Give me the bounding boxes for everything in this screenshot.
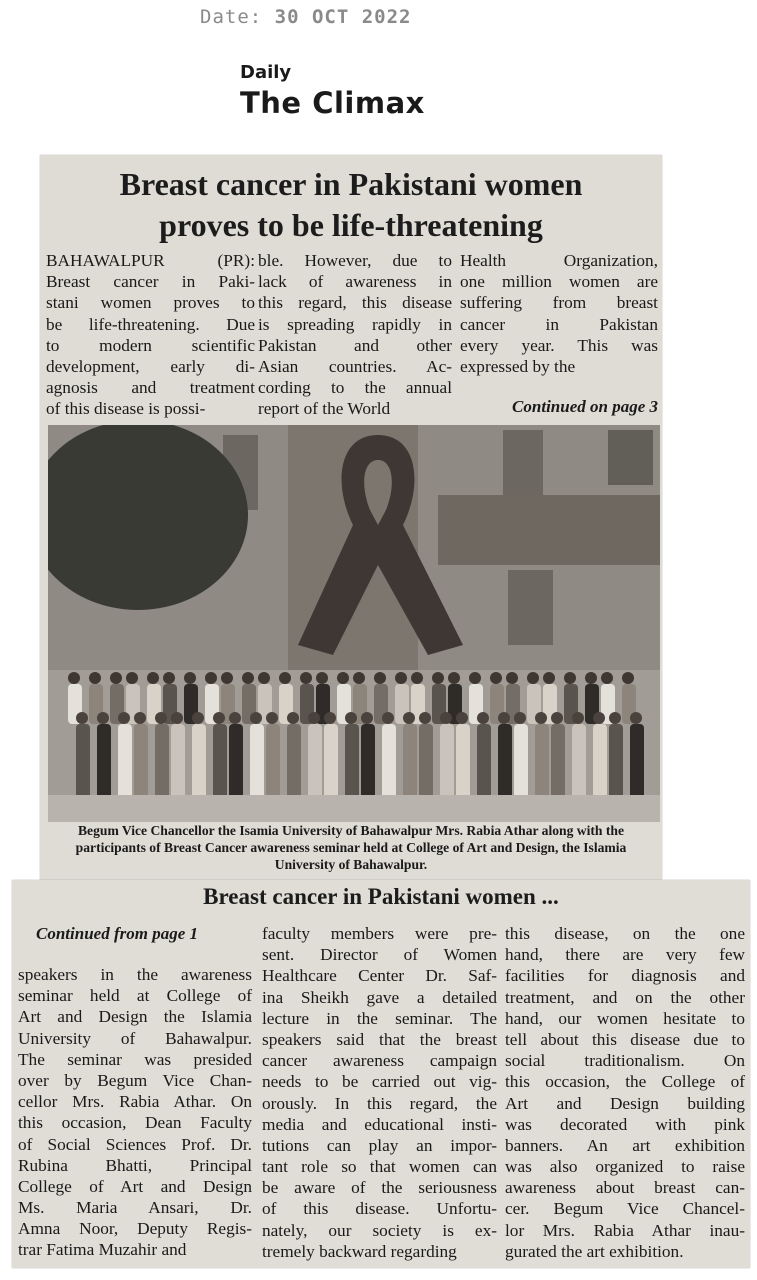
event-photo [48,425,660,822]
jump-column-3 [505,923,745,1262]
front-headline [40,164,662,246]
continued-from-label: Continued from page 1 [36,924,198,943]
headline-line: Breast cancer in Pakistani women [119,166,583,202]
text-line: seminar held at College of [18,986,252,1006]
continued-on-label: Continued on page 3 [512,397,658,416]
text-line: BAHAWALPUR (PR): [46,251,255,270]
text-line: Amna Noor, Deputy Regis- [18,1219,252,1239]
person [403,712,417,809]
text-line: media and educational insti- [262,1114,497,1134]
text-line: hand, our women hesitate to [505,1008,745,1028]
text-line: be life-threatening. Due [46,314,255,334]
text-line: trar Fatima Muzahir and [18,1240,187,1260]
text-line: College of Art and Design [18,1176,252,1196]
text-line: stani women proves to [46,293,255,313]
person [250,712,264,809]
person [456,712,470,809]
text-line: expressed by the [460,356,576,376]
person [535,712,549,809]
person [514,712,528,809]
text-line: ble. However, due to [258,251,452,270]
text-line: this regard, this disease [258,293,452,313]
text-line: Healthcare Center Dr. Saf- [262,966,497,986]
person [213,712,227,809]
text-line: was also organized to raise [505,1157,745,1177]
front-page-clipping [40,155,662,880]
person [345,712,359,809]
masthead-title: The Climax [240,86,425,120]
jump-page-clipping [12,880,750,1268]
person [419,712,433,809]
person [308,712,322,809]
text-line: Rubina Bhatti, Principal [18,1155,252,1175]
text-line: ina Sheikh gave a detailed [262,987,497,1007]
text-line: of this disease is possi- [46,399,206,419]
person [118,712,132,809]
text-line: tremely backward regarding [262,1241,457,1261]
text-line: one million women are [460,272,658,292]
text-line: awareness about breast can- [505,1178,745,1198]
text-line: University of Bahawalpur. [18,1028,252,1048]
person [382,712,396,809]
person [361,712,375,809]
text-line: speakers in the awareness [18,965,252,984]
text-line: treatment, and on the other [505,987,745,1007]
date-value: 30 OCT 2022 [274,6,412,28]
text-line: report of the World [258,399,391,419]
text-line: is spreading rapidly in [258,314,452,334]
text-line: Breast cancer in Paki- [46,272,255,292]
text-line: agnosis and treatment [46,378,255,398]
text-line: hand, there are very few [505,945,745,965]
person [572,712,586,809]
text-line: was decorated with pink [505,1114,745,1134]
front-column-1 [46,250,255,420]
text-line: needs to be carried out vig- [262,1072,497,1092]
text-line: sent. Director of Women [262,945,497,965]
text-line: orously. In this regard, the [262,1093,497,1113]
text-line: banners. An art exhibition [505,1135,745,1155]
person [266,712,280,809]
jump-column-2 [262,923,497,1262]
text-line: cancer awareness campaign [262,1051,497,1071]
person [76,712,90,809]
text-line: to modern scientific [46,335,255,355]
text-line: of Social Sciences Prof. Dr. [18,1134,252,1154]
text-line: social traditionalism. On [505,1051,745,1071]
text-line: gurated the art exhibition. [505,1241,684,1261]
text-line: be aware of the seriousness [262,1178,497,1198]
text-line: facilities for diagnosis and [505,966,745,986]
text-line: suffering from breast [460,293,658,313]
person [609,712,623,809]
person [97,712,111,809]
person [155,712,169,809]
person [440,712,454,809]
person [551,712,565,809]
text-line: over by Begum Vice Chan- [18,1070,252,1090]
text-line: Art and Design the Islamia [18,1007,252,1027]
text-line: lecture in the seminar. The [262,1008,497,1028]
text-line: cording to the annual [258,378,452,398]
person [192,712,206,809]
text-line: Ms. Maria Ansari, Dr. [18,1198,252,1218]
text-line: tell about this disease due to [505,1029,745,1049]
person [630,712,644,809]
person [287,712,301,809]
front-column-3 [460,250,658,416]
masthead-daily: Daily [240,62,292,83]
text-line: Pakistan and other [258,335,452,355]
text-line: cellor Mrs. Rabia Athar. On [18,1092,252,1112]
text-line: of this disease. Unfortu- [262,1199,497,1219]
text-line: every year. This was [460,335,658,355]
text-line: The seminar was presided [18,1049,252,1069]
text-line: tant role so that women can [262,1157,497,1177]
text-line: cancer in Pakistan [460,314,658,334]
text-line: this disease, on the one [505,924,745,943]
text-line: tutions can play an impor- [262,1135,497,1155]
person [324,712,338,809]
jump-column-1 [18,964,252,1261]
person [593,712,607,809]
text-line: development, early di- [46,356,255,376]
text-line: Art and Design building [505,1093,745,1113]
headline-line: proves to be life-threatening [159,207,543,243]
date-label: Date: [200,6,263,28]
person [498,712,512,809]
person [229,712,243,809]
person [171,712,185,809]
photo-caption: Begum Vice Chancellor the Isamia University of Bahawalpur Mrs. Rabia Athar along with the participants of Breast Cancer awareness seminar held at College of Art and Design, the Islamia University of Bahawalpur. [75,823,627,872]
person [477,712,491,809]
text-line: cer. Begum Vice Chancel- [505,1199,745,1219]
text-line: this occasion, the College of [505,1072,745,1092]
front-column-2 [258,250,452,420]
jump-headline: Breast cancer in Pakistani women ... [203,884,559,909]
text-line: lor Mrs. Rabia Athar inau- [505,1220,745,1240]
text-line: nately, our society is ex- [262,1220,497,1240]
text-line: speakers said that the breast [262,1029,497,1049]
text-line: faculty members were pre- [262,924,497,943]
person [134,712,148,809]
text-line: this occasion, Dean Faculty [18,1113,252,1133]
date-stamp [200,6,412,28]
text-line: Health Organization, [460,251,658,270]
text-line: lack of awareness in [258,272,452,292]
text-line: Asian countries. Ac- [258,356,452,376]
